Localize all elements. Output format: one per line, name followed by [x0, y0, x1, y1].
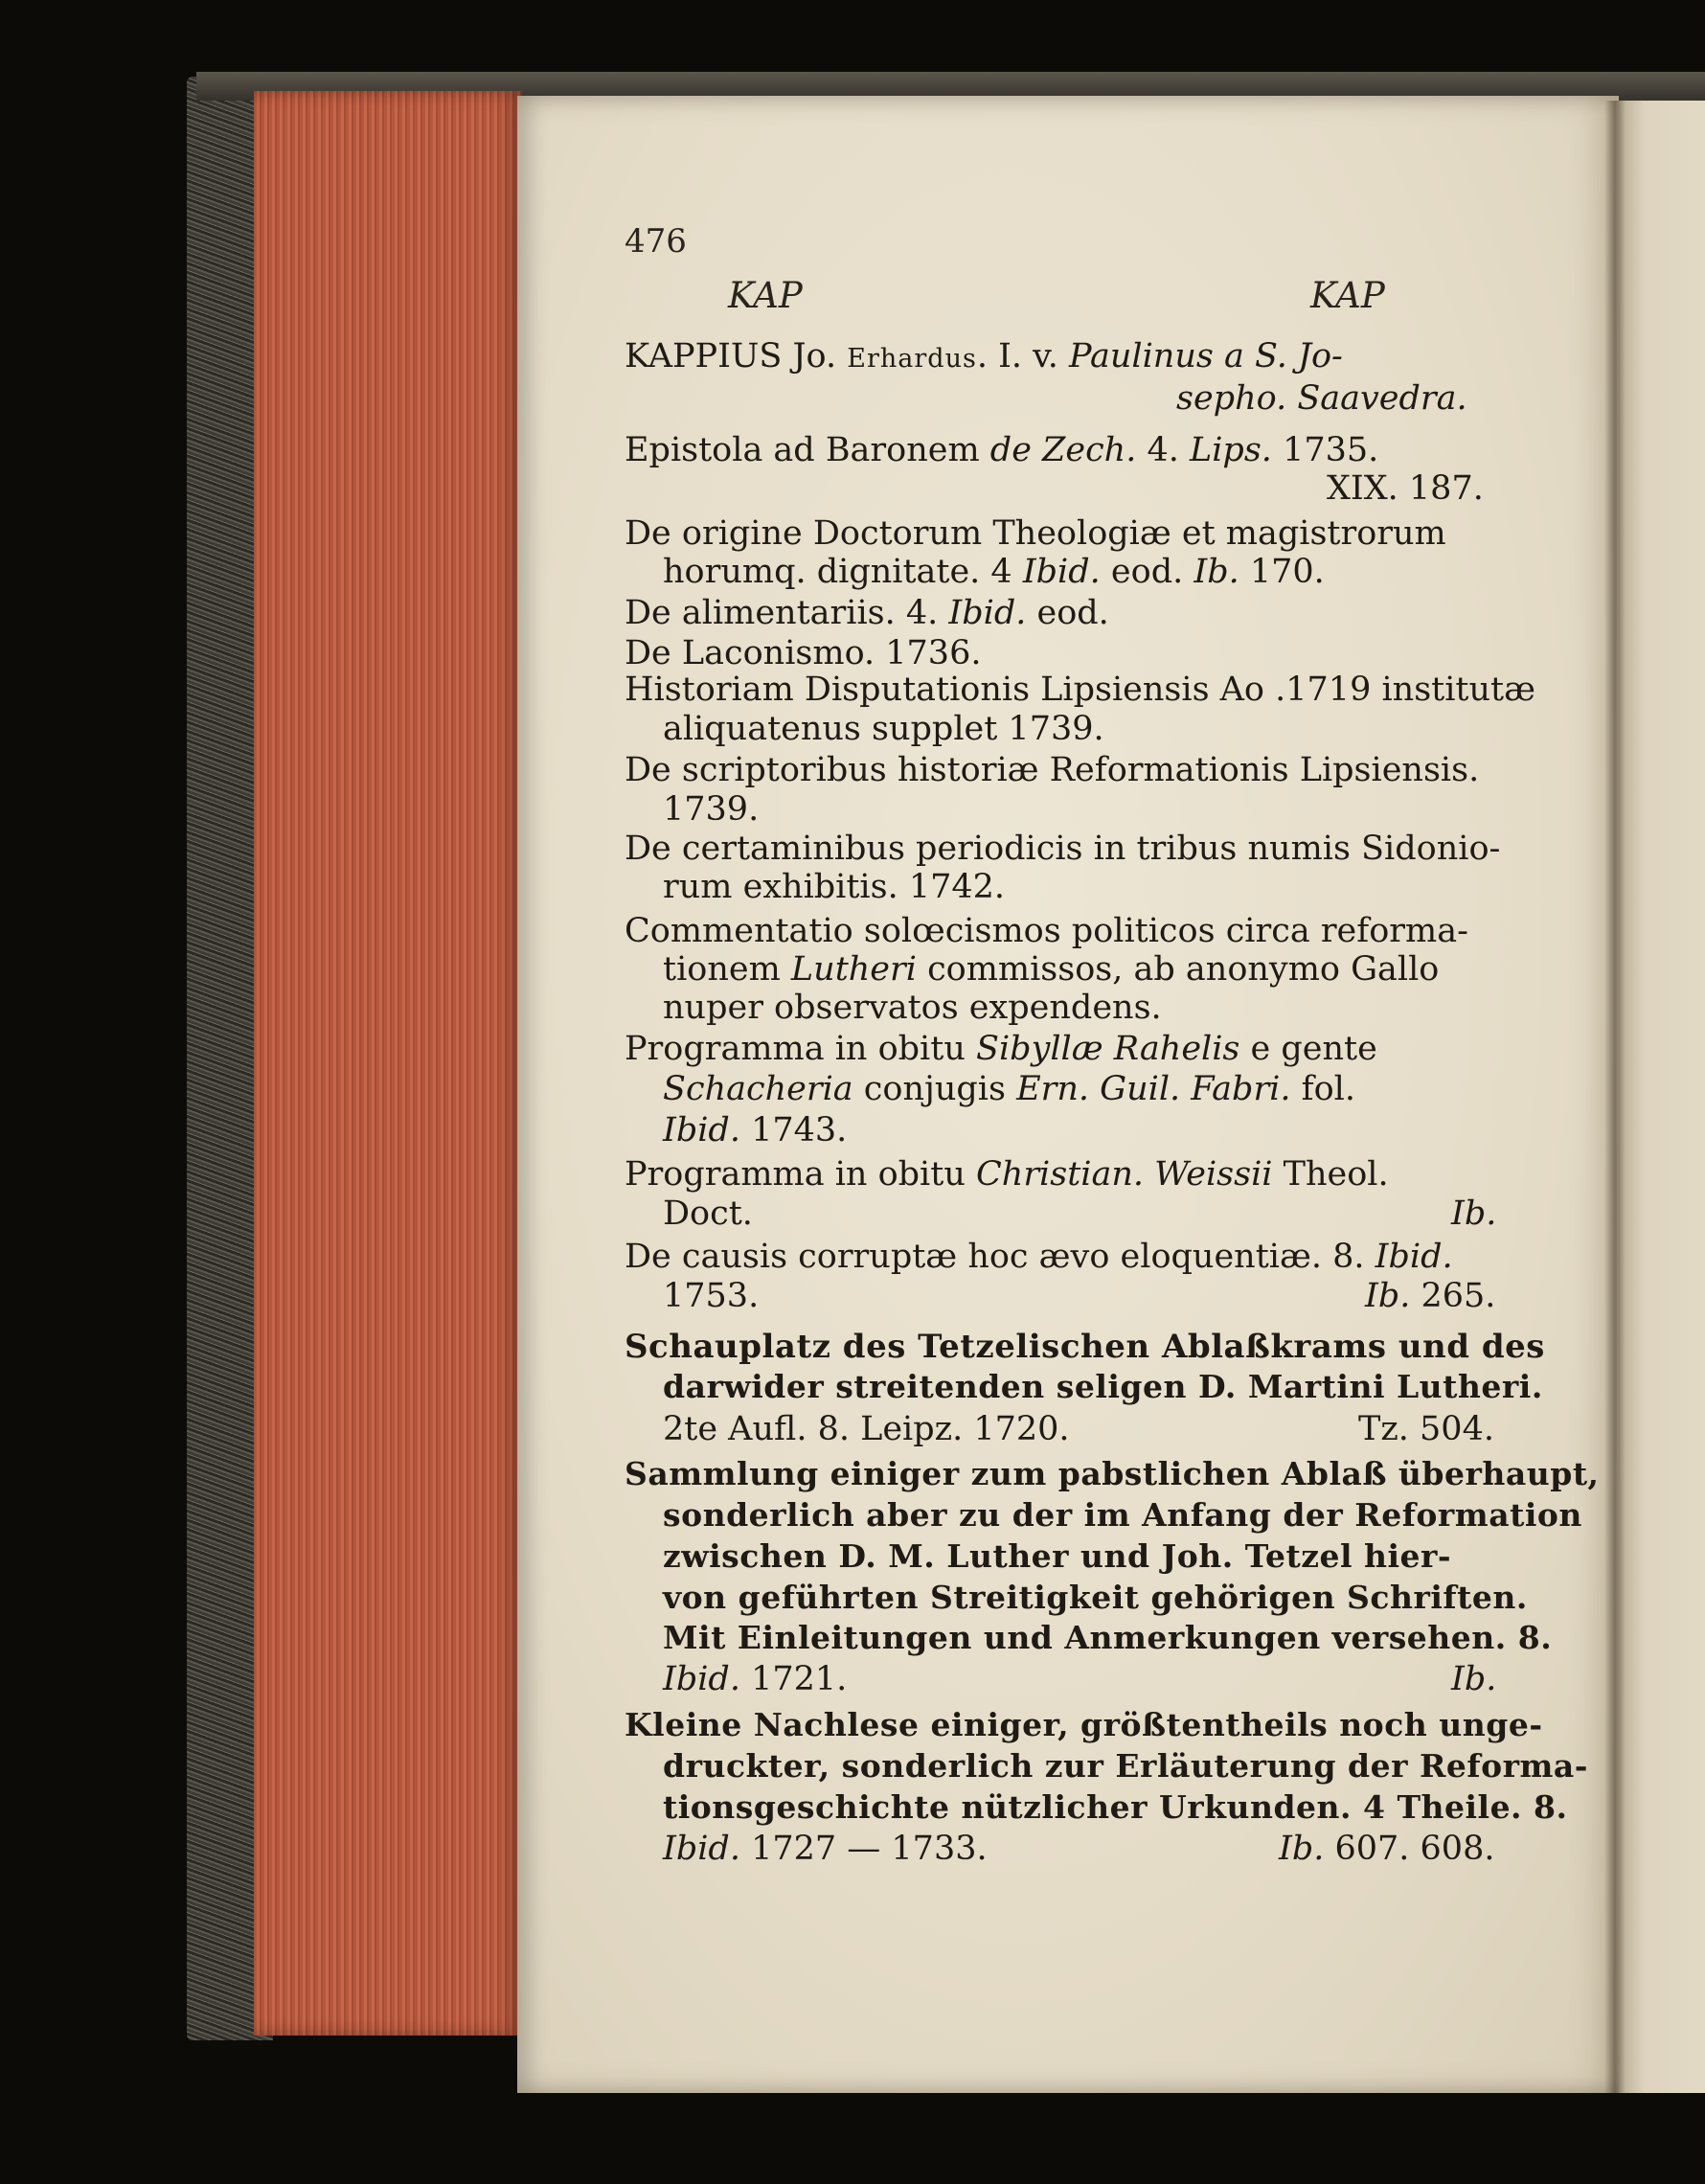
entry-epistola-line1: Epistola ad Baronem de Zech. 4. Lips. 1735. — [625, 431, 1379, 469]
entry-programma2-line1: Programma in obitu Christian. Weissii Theol. — [625, 1155, 1389, 1194]
gutter — [1604, 101, 1625, 2093]
entry-certaminibus-line1: De certaminibus periodicis in tribus numis Sidonio- — [625, 830, 1501, 868]
entry-scriptoribus-line1: De scriptoribus historiæ Reformationis Lipsiensis. — [625, 751, 1480, 789]
running-head-left: KAP — [728, 275, 803, 316]
facing-page — [1619, 101, 1705, 2093]
entry-programma2-ref: Ib. — [1451, 1194, 1497, 1233]
entry-programma1-line3: Ibid. 1743. — [663, 1111, 848, 1149]
entry-sammlung-line5: Mit Einleitungen und Anmerkungen versehen. 8. — [663, 1619, 1553, 1656]
entry-nachlese-line3: tionsgeschichte nützlicher Urkunden. 4 Theile. 8. — [663, 1788, 1568, 1826]
entry-kappius-line1: KAPPIUS Jo. Erhardus. I. v. Paulinus a S. Jo- — [625, 337, 1343, 375]
entry-nachlese-ref: Ib. 607. 608. — [1279, 1830, 1495, 1868]
entry-programma1-line2: Schacheria conjugis Ern. Guil. Fabri. fol. — [663, 1070, 1355, 1108]
entry-causis-ref: Ib. 265. — [1365, 1277, 1496, 1315]
entry-commentatio-line1: Commentatio solœcismos politicos circa reforma- — [625, 912, 1468, 950]
entry-schauplatz-line3: 2te Aufl. 8. Leipz. 1720. — [663, 1410, 1070, 1448]
entry-schauplatz-ref: Tz. 504. — [1358, 1410, 1494, 1448]
entry-causis-line1: De causis corruptæ hoc ævo eloquentiæ. 8. Ibid. — [625, 1238, 1453, 1276]
entry-nachlese-line1: Kleine Nachlese einiger, größtentheils noch unge- — [625, 1706, 1543, 1743]
entry-epistola-line2: XIX. 187. — [1327, 469, 1484, 508]
page-edges — [254, 91, 522, 2036]
entry-historiam-line2: aliquatenus supplet 1739. — [663, 710, 1104, 748]
entry-nachlese-line4: Ibid. 1727 — 1733. — [663, 1830, 988, 1868]
entry-kappius-line2: sepho. Saavedra. — [1176, 379, 1467, 418]
entry-origine-line2: horumq. dignitate. 4 Ibid. eod. Ib. 170. — [663, 553, 1325, 591]
entry-sammlung-line6: Ibid. 1721. — [663, 1660, 848, 1698]
entry-nachlese-line2: druckter, sonderlich zur Erläuterung der Reforma- — [663, 1747, 1588, 1785]
entry-sammlung-line3: zwischen D. M. Luther und Joh. Tetzel hier- — [663, 1537, 1452, 1575]
entry-historiam-line1: Historiam Disputationis Lipsiensis Ao .1719 institutæ — [625, 671, 1535, 709]
entry-sammlung-line2: sonderlich aber zu der im Anfang der Reformation — [663, 1496, 1582, 1534]
page-number: 476 — [625, 222, 687, 261]
entry-sammlung-line4: von geführten Streitigkeit gehörigen Schriften. — [663, 1579, 1528, 1616]
entry-scriptoribus-line2: 1739. — [663, 790, 760, 829]
entry-schauplatz-line2: darwider streitenden seligen D. Martini Lutheri. — [663, 1368, 1543, 1405]
entry-sammlung-line1: Sammlung einiger zum pabstlichen Ablaß überhaupt, — [625, 1455, 1600, 1492]
entry-programma1-line1: Programma in obitu Sibyllæ Rahelis e gente — [625, 1030, 1377, 1068]
entry-sammlung-ref: Ib. — [1451, 1660, 1497, 1698]
entry-commentatio-line3: nuper observatos expendens. — [663, 989, 1162, 1027]
entry-origine-line1: De origine Doctorum Theologiæ et magistrorum — [625, 514, 1446, 553]
entry-certaminibus-line2: rum exhibitis. 1742. — [663, 868, 1006, 906]
entry-alimentariis: De alimentariis. 4. Ibid. eod. — [625, 594, 1109, 632]
entry-laconismo: De Laconismo. 1736. — [625, 634, 982, 672]
entry-causis-line2: 1753. — [663, 1277, 760, 1315]
entry-commentatio-line2: tionem Lutheri commissos, ab anonymo Gallo — [663, 950, 1440, 989]
running-head-right: KAP — [1310, 275, 1385, 316]
entry-programma2-line2: Doct. — [663, 1194, 753, 1233]
entry-schauplatz-line1: Schauplatz des Tetzelischen Ablaßkrams und des — [625, 1328, 1545, 1366]
